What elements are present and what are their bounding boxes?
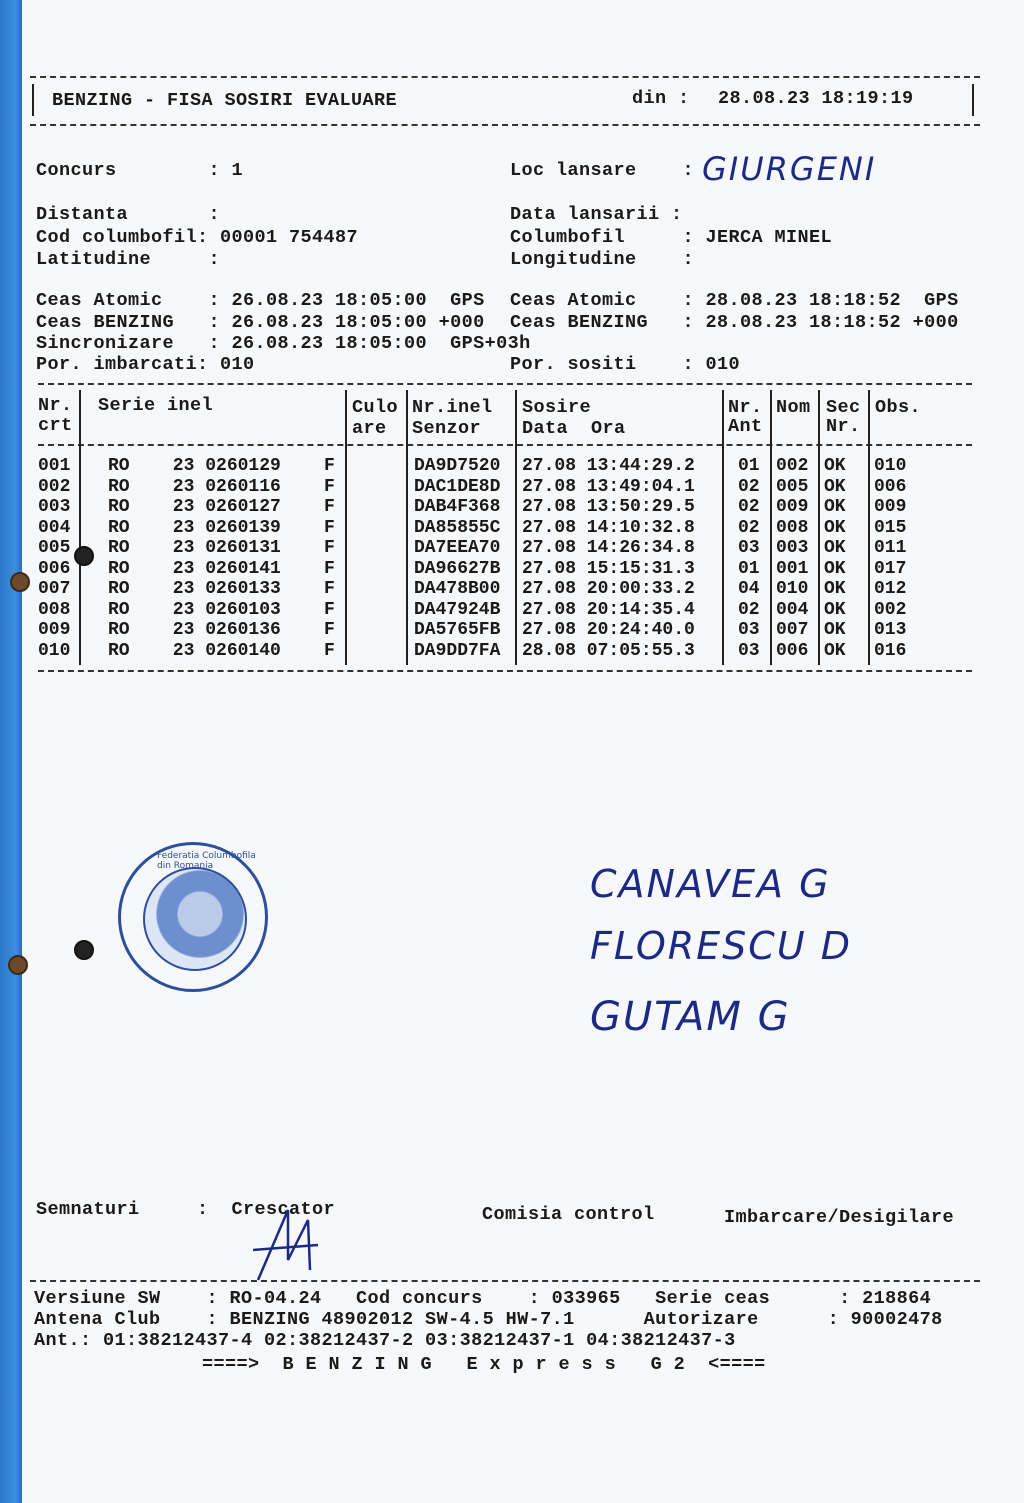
cell-senzor: DA85855C [414,517,501,538]
cell-sosire: 28.08 07:05:55.3 [522,640,695,661]
cell-ant: 03 [738,640,760,661]
th-culoare-2: are [352,418,387,439]
cell-nom: 004 [776,599,809,620]
cell-obs: 006 [874,476,907,497]
ceas-benzing-start: Ceas BENZING : 26.08.23 18:05:00 +000 [36,312,485,333]
cell-sosire: 27.08 13:44:29.2 [522,456,695,476]
cell-sec: OK [824,517,846,538]
cell-sosire: 27.08 14:26:34.8 [522,538,695,558]
cell-senzor: DA47924B [414,599,501,620]
cell-sosire: 27.08 20:14:35.4 [522,599,695,620]
cell-ant: 02 [738,517,760,538]
cell-nom: 007 [776,620,809,640]
commission-name-3: GUTAM G [590,994,791,1040]
cell-serie: RO 23 0260133 F [108,579,335,599]
loc-lansare-handwritten: GIURGENI [702,150,877,188]
cell-senzor: DA478B00 [414,579,501,599]
cell-sec: OK [824,476,846,497]
cell-sec: OK [824,599,846,620]
cell-nr: 007 [38,579,71,599]
din-label: din : [632,88,690,109]
th-serie: Serie inel [98,395,214,416]
cell-obs: 017 [874,558,907,579]
cell-sosire: 27.08 20:00:33.2 [522,579,695,599]
cell-senzor: DA9DD7FA [414,640,501,661]
th-senzor-1: Nr.inel [412,397,493,418]
comisia-control: Comisia control [482,1204,655,1225]
cell-sec: OK [824,538,846,558]
cell-nr: 002 [38,476,71,497]
cell-sec: OK [824,456,846,476]
th-ant-1: Nr. [728,397,763,418]
cell-sosire: 27.08 13:50:29.5 [522,497,695,517]
cell-nom: 005 [776,476,809,497]
info-distanta: Distanta : [36,204,221,225]
cell-serie: RO 23 0260141 F [108,558,335,579]
cell-senzor: DAC1DE8D [414,476,501,497]
header-bottom-border [30,124,980,126]
stamp-emblem [143,867,247,971]
cell-nr: 005 [38,538,71,558]
col-divider [722,390,724,665]
commission-name-1: CANAVEA G [590,862,831,906]
th-nr-2: crt [38,415,73,436]
cell-ant: 03 [738,620,760,640]
cell-sec: OK [824,620,846,640]
cell-sec: OK [824,640,846,661]
cell-serie: RO 23 0260131 F [108,538,335,558]
cell-senzor: DA96627B [414,558,501,579]
binder-clip [74,940,94,960]
col-divider [868,390,870,665]
cell-sosire: 27.08 20:24:40.0 [522,620,695,640]
table-header-divider [38,444,972,446]
porumbei-sositi: Por. sositi : 010 [510,354,741,375]
cell-nom: 009 [776,497,809,517]
cell-ant: 03 [738,538,760,558]
cell-serie: RO 23 0260139 F [108,517,335,538]
cell-serie: RO 23 0260140 F [108,640,335,661]
loc-lansare-label: Loc lansare : [510,160,695,181]
cell-sosire: 27.08 15:15:31.3 [522,558,695,579]
cell-ant: 01 [738,456,760,476]
cell-sosire: 27.08 14:10:32.8 [522,517,695,538]
cell-ant: 04 [738,579,760,599]
header-left-border [32,84,34,116]
th-nom: Nom [776,397,811,418]
cell-obs: 016 [874,640,907,661]
longitudine: Longitudine : [510,249,695,270]
binder-hole [10,572,30,592]
cell-serie: RO 23 0260136 F [108,620,335,640]
footer-versiune: Versiune SW : RO-04.24 Cod concurs : 033965 Serie ceas : 218864 [34,1288,932,1309]
cell-nom: 002 [776,456,809,476]
info-concurs: Concurs : 1 [36,160,244,181]
col-divider [770,390,772,665]
cell-nom: 003 [776,538,809,558]
cell-senzor: DA7EEA70 [414,538,501,558]
th-sosire-1: Sosire [522,397,592,418]
porumbei-imbarcati: Por. imbarcati: 010 [36,354,255,375]
cell-obs: 009 [874,497,907,517]
header-right-border [972,84,974,116]
th-nr-1: Nr. [38,395,73,416]
commission-name-2: FLORESCU D [590,924,852,968]
header-top-border [30,76,980,78]
cell-serie: RO 23 0260116 F [108,476,335,497]
imbarcare-desigilare: Imbarcare/Desigilare [724,1207,955,1228]
col-divider [818,390,820,665]
th-culoare-1: Culo [352,397,399,418]
cell-nr: 008 [38,599,71,620]
footer-express: ====> B E N Z I N G E x p r e s s G 2 <==== [202,1354,766,1375]
th-ant-2: Ant [728,416,763,437]
semnaturi-crescator: Semnaturi : Crescator [36,1199,336,1220]
th-sec-2: Nr. [826,416,861,437]
th-senzor-2: Senzor [412,418,482,439]
cell-sec: OK [824,497,846,517]
cell-ant: 01 [738,558,760,579]
cell-nr: 004 [38,517,71,538]
cell-nr: 003 [38,497,71,517]
cell-sec: OK [824,579,846,599]
federation-stamp [118,842,268,992]
cell-ant: 02 [738,497,760,517]
footer-ant: Ant.: 01:38212437-4 02:38212437-2 03:38212437-1 04:38212437-3 [34,1330,736,1351]
col-divider [345,390,347,665]
info-cod-columbofil: Cod columbofil: 00001 754487 [36,227,359,248]
cell-nr: 001 [38,456,71,476]
data-lansarii: Data lansarii : [510,204,683,225]
crescator-signature [248,1190,328,1290]
cell-obs: 011 [874,538,907,558]
cell-ant: 02 [738,599,760,620]
cell-obs: 012 [874,579,907,599]
columbofil: Columbofil : JERCA MINEL [510,227,833,248]
col-divider [406,390,408,665]
cell-sosire: 27.08 13:49:04.1 [522,476,695,497]
footer-divider [30,1280,980,1282]
cell-senzor: DAB4F368 [414,497,501,517]
col-divider [79,390,81,665]
ceas-atomic-start: Ceas Atomic : 26.08.23 18:05:00 GPS [36,290,485,311]
sincronizare: Sincronizare : 26.08.23 18:05:00 GPS+03h [36,333,531,354]
document-title: BENZING - FISA SOSIRI EVALUARE [52,90,398,111]
ceas-benzing-end: Ceas BENZING : 28.08.23 18:18:52 +000 [510,312,959,333]
cell-nr: 010 [38,640,71,661]
cell-serie: RO 23 0260127 F [108,497,335,517]
paper-sheet [22,0,1024,1503]
footer-antena: Antena Club : BENZING 48902012 SW-4.5 HW-7.1 Autorizare : 90002478 [34,1309,943,1330]
binder-clip [74,546,94,566]
cell-obs: 002 [874,599,907,620]
cell-sec: OK [824,558,846,579]
th-obs: Obs. [875,397,922,418]
cell-obs: 010 [874,456,907,476]
binder-hole [8,955,28,975]
cell-senzor: DA9D7520 [414,456,501,476]
col-divider [515,390,517,665]
cell-nom: 006 [776,640,809,661]
table-top-border [38,383,972,385]
th-sosire-2: Data Ora [522,418,626,439]
cell-obs: 015 [874,517,907,538]
cell-nr: 006 [38,558,71,579]
cell-nom: 010 [776,579,809,599]
table-bottom-border [38,670,972,672]
cell-nom: 001 [776,558,809,579]
cell-nr: 009 [38,620,71,640]
ceas-atomic-end: Ceas Atomic : 28.08.23 18:18:52 GPS [510,290,959,311]
cell-senzor: DA5765FB [414,620,501,640]
cell-ant: 02 [738,476,760,497]
stamp-text: Federatia Columbofila din Romania [157,851,256,871]
info-latitudine: Latitudine : [36,249,221,270]
th-sec-1: Sec [826,397,861,418]
cell-serie: RO 23 0260103 F [108,599,335,620]
cell-obs: 013 [874,620,907,640]
din-value: 28.08.23 18:19:19 [718,88,914,109]
cell-serie: RO 23 0260129 F [108,456,335,476]
cell-nom: 008 [776,517,809,538]
